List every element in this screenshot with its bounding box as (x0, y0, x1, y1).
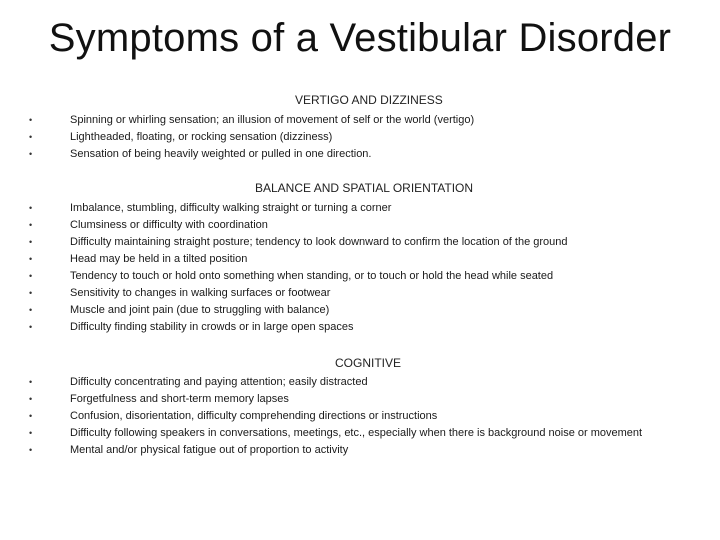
list-item-text: Head may be held in a tilted position (70, 253, 248, 265)
list-item (0, 442, 720, 459)
list-item-text: Imbalance, stumbling, difficulty walking straight or turning a corner (70, 202, 392, 214)
bullet-icon: • (29, 394, 33, 404)
list-item (0, 251, 720, 268)
bullet-icon: • (29, 411, 33, 421)
list-item (0, 408, 720, 425)
section-heading: VERTIGO AND DIZZINESS (295, 93, 443, 107)
bullet-icon: • (29, 115, 33, 125)
symptom-list (0, 200, 720, 336)
bullet-icon: • (29, 377, 33, 387)
list-item-text: Sensitivity to changes in walking surfaces or footwear (70, 287, 331, 299)
list-item (0, 112, 720, 129)
list-item (0, 425, 720, 442)
section-heading: BALANCE AND SPATIAL ORIENTATION (255, 181, 474, 195)
page-title: Symptoms of a Vestibular Disorder (48, 16, 672, 60)
bullet-icon: • (29, 271, 33, 281)
bullet-icon: • (29, 220, 33, 230)
list-item-text: Tendency to touch or hold onto something when standing, or to touch or hold the head while seated (70, 270, 554, 282)
symptom-list (0, 374, 720, 459)
bullet-icon: • (29, 322, 33, 332)
list-item (0, 268, 720, 285)
list-item-text: Spinning or whirling sensation; an illusion of movement of self or the world (vertigo) (70, 114, 475, 126)
list-item-text: Difficulty concentrating and paying attention; easily distracted (70, 376, 368, 388)
list-item (0, 302, 720, 319)
list-item (0, 234, 720, 251)
bullet-icon: • (29, 149, 33, 159)
section-heading: COGNITIVE (335, 356, 402, 370)
bullet-icon: • (29, 254, 33, 264)
list-item-text: Mental and/or physical fatigue out of proportion to activity (70, 444, 349, 456)
list-item (0, 146, 720, 163)
list-item (0, 217, 720, 234)
list-item-text: Muscle and joint pain (due to struggling with balance) (70, 304, 330, 316)
bullet-icon: • (29, 203, 33, 213)
list-item-text: Confusion, disorientation, difficulty comprehending directions or instructions (70, 410, 438, 422)
symptom-list (0, 112, 720, 163)
list-item-text: Forgetfulness and short-term memory lapses (70, 393, 289, 405)
list-item (0, 391, 720, 408)
bullet-icon: • (29, 132, 33, 142)
bullet-icon: • (29, 445, 33, 455)
list-item-text: Difficulty maintaining straight posture; tendency to look downward to confirm the location of the ground (70, 236, 568, 248)
list-item-text: Lightheaded, floating, or rocking sensation (dizziness) (70, 131, 333, 143)
bullet-icon: • (29, 428, 33, 438)
list-item (0, 200, 720, 217)
list-item-text: Sensation of being heavily weighted or pulled in one direction. (70, 148, 372, 160)
list-item-text: Difficulty finding stability in crowds or in large open spaces (70, 321, 354, 333)
bullet-icon: • (29, 237, 33, 247)
list-item-text: Clumsiness or difficulty with coordination (70, 219, 268, 231)
bullet-icon: • (29, 305, 33, 315)
bullet-icon: • (29, 288, 33, 298)
list-item-text: Difficulty following speakers in conversations, meetings, etc., especially when there is background noise or movement (70, 427, 643, 439)
list-item (0, 129, 720, 146)
list-item (0, 285, 720, 302)
list-item (0, 374, 720, 391)
list-item (0, 319, 720, 336)
